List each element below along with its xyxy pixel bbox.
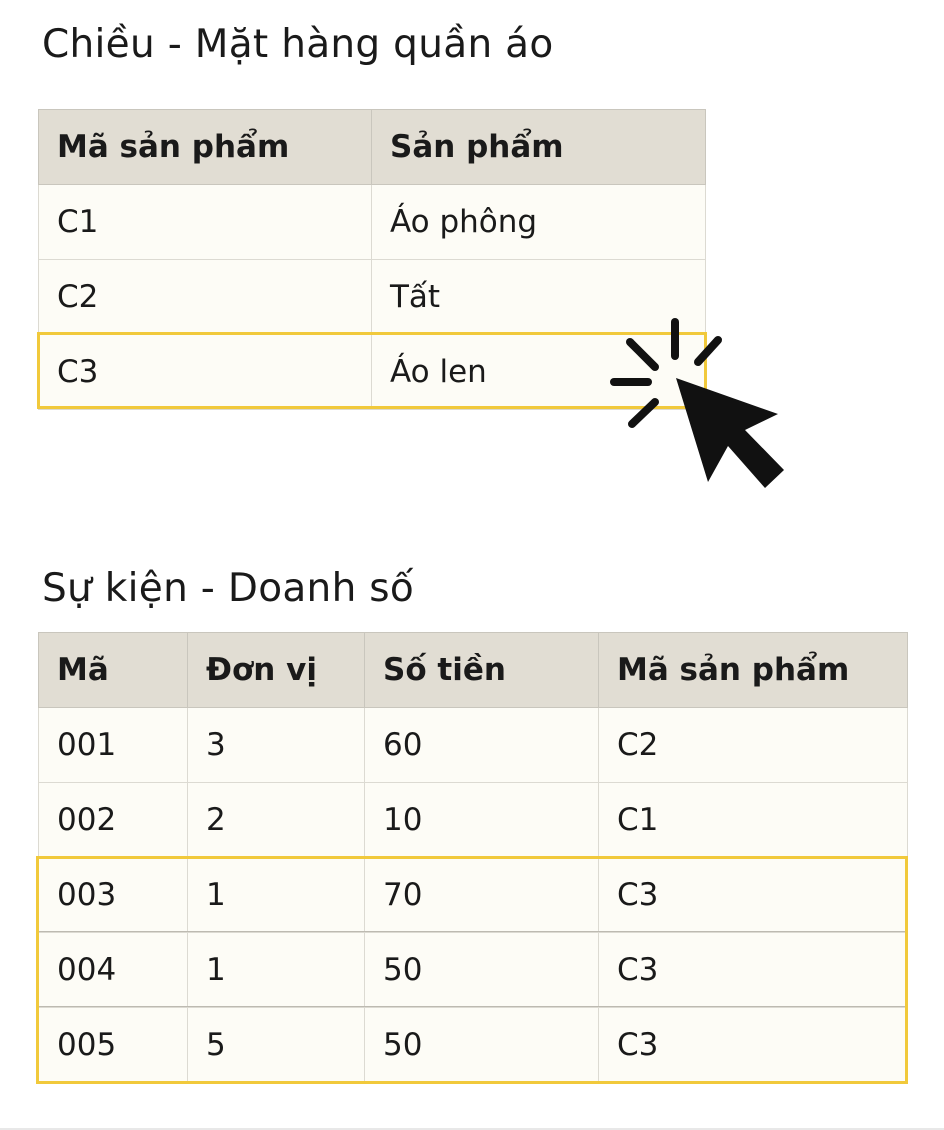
table-row-highlighted[interactable] — [39, 933, 908, 1008]
cell-units: 3 — [188, 708, 365, 783]
cell-product-code: C1 — [599, 783, 908, 858]
cell-id: 002 — [39, 783, 188, 858]
header-id: Mã — [39, 633, 188, 708]
table-row-highlighted[interactable] — [39, 1008, 908, 1083]
cell-id: 003 — [39, 858, 188, 933]
dimension-header-row — [39, 110, 706, 185]
fact-table-title: Sự kiện - Doanh số — [42, 566, 415, 611]
cell-product: Áo phông — [372, 185, 706, 260]
header-product-code: Mã sản phẩm — [599, 633, 908, 708]
cell-product-code: C3 — [599, 1008, 908, 1083]
cell-amount: 10 — [365, 783, 599, 858]
cell-product: Tất — [372, 260, 706, 335]
row-divider — [38, 1006, 907, 1007]
row-divider — [38, 931, 907, 932]
cell-units: 5 — [188, 1008, 365, 1083]
header-amount: Số tiền — [365, 633, 599, 708]
header-product-code: Mã sản phẩm — [39, 110, 372, 185]
cell-product-code: C2 — [39, 260, 372, 335]
cell-product-code: C2 — [599, 708, 908, 783]
cell-amount: 70 — [365, 858, 599, 933]
click-cursor-icon — [600, 310, 800, 500]
cell-id: 001 — [39, 708, 188, 783]
cell-product-code: C3 — [599, 858, 908, 933]
cell-product: Áo len — [372, 335, 706, 410]
fact-table — [38, 632, 908, 1083]
cell-units: 1 — [188, 858, 365, 933]
table-row[interactable] — [39, 783, 908, 858]
cell-amount: 60 — [365, 708, 599, 783]
header-units: Đơn vị — [188, 633, 365, 708]
cell-units: 2 — [188, 783, 365, 858]
header-product: Sản phẩm — [372, 110, 706, 185]
cell-units: 1 — [188, 933, 365, 1008]
cell-product-code: C3 — [599, 933, 908, 1008]
cell-id: 004 — [39, 933, 188, 1008]
fact-header-row — [39, 633, 908, 708]
cell-id: 005 — [39, 1008, 188, 1083]
cell-product-code: C3 — [39, 335, 372, 410]
cell-amount: 50 — [365, 1008, 599, 1083]
cell-amount: 50 — [365, 933, 599, 1008]
table-row-highlighted[interactable] — [39, 858, 908, 933]
dimension-table-title: Chiều - Mặt hàng quần áo — [42, 22, 554, 67]
cell-product-code: C1 — [39, 185, 372, 260]
table-row[interactable] — [39, 708, 908, 783]
table-row[interactable] — [39, 185, 706, 260]
